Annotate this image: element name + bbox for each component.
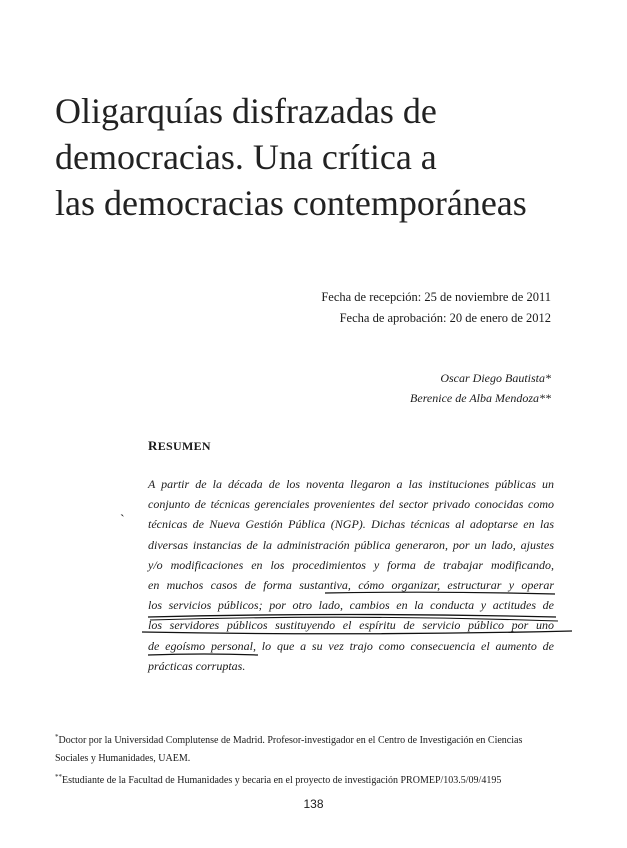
abstract-heading-initial: R [148, 438, 158, 453]
title-line: democracias. Una crítica a [55, 137, 437, 177]
abstract-line: los servicios públicos; por otro lado, cambios en la conducta y actitudes de [148, 598, 554, 613]
footnote-1 [55, 728, 555, 768]
abstract-line: A partir de la década de los noventa llegaron a las instituciones públicas un [148, 477, 554, 491]
abstract-line: técnicas de Nueva Gestión Pública (NGP). Dichas técnicas al adoptarse en las [148, 517, 554, 532]
footnote-marker: * [55, 733, 59, 741]
approval-date: Fecha de aprobación: 20 de enero de 2012 [339, 311, 551, 325]
footnote-2 [55, 768, 555, 790]
title-line: las democracias contemporáneas [55, 183, 527, 223]
abstract-line: y/o modificaciones en los procedimientos y forma de trabajar modificando, [148, 557, 554, 572]
abstract-line: conjunto de técnicas gerenciales provenientes del sector privado conocidas como [148, 497, 554, 512]
author-name: Oscar Diego Bautista* [440, 371, 551, 385]
footnote-marker: ** [55, 773, 62, 781]
abstract-heading-rest: ESUMEN [157, 439, 211, 453]
abstract-body [148, 474, 554, 676]
footnote-text: Doctor por la Universidad Complutense de Madrid. Profesor-investigador en el Centro de Investigación en Ciencias Sociales y Humanidades, UAEM. [55, 735, 523, 764]
author-name: Berenice de Alba Mendoza** [410, 391, 551, 405]
abstract-line: prácticas corruptas. [148, 658, 246, 673]
abstract-line: diversas instancias de la administración pública generaron, por un lado, ajustes [148, 537, 554, 552]
stray-pen-mark: ` [120, 513, 125, 528]
abstract-line: los servidores públicos sustituyendo el espíritu de servicio público por uno [148, 618, 554, 633]
article-title [55, 88, 575, 226]
footnotes [55, 728, 555, 790]
abstract-line: en muchos casos de forma sustantiva, cómo organizar, estructurar y operar [148, 578, 554, 593]
abstract-line: de egoísmo personal, lo que a su vez trajo como consecuencia el aumento de [148, 638, 554, 653]
dates-block [321, 287, 551, 329]
footnote-text: Estudiante de la Facultad de Humanidades y becaria en el proyecto de investigación PROMEP/103.5/09/4195 [62, 775, 502, 786]
title-line: Oligarquías disfrazadas de [55, 91, 437, 131]
abstract-heading [148, 438, 211, 454]
authors-block [410, 368, 551, 408]
page-number: 138 [303, 797, 324, 811]
reception-date: Fecha de recepción: 25 de noviembre de 2011 [321, 290, 551, 304]
